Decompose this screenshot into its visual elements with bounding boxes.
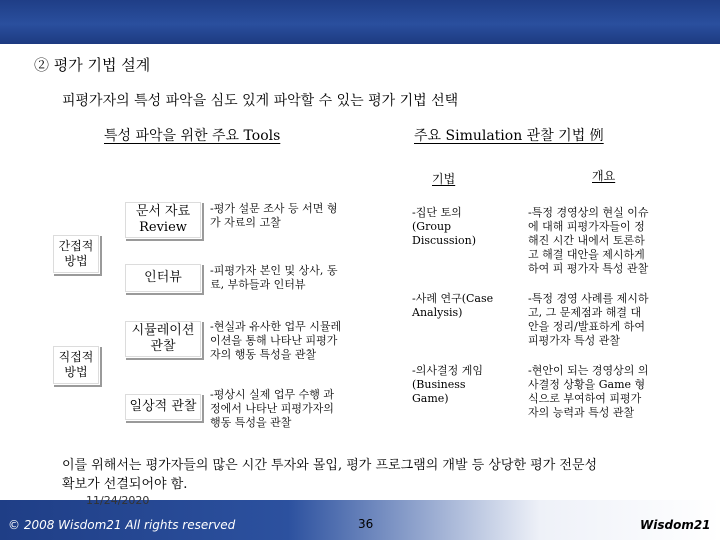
tool-simulation-observation: 시뮬레이션 관찰 (124, 320, 202, 358)
overview-group-discussion: -특정 경영상의 현실 이슈 에 대해 피평가자들이 정 해진 시간 내에서 토론하 고 해결 대안을 제시하게 하여 피 평가자 특성 관찰 (528, 206, 649, 275)
bottom-note: 이를 위해서는 평가자들의 많은 시간 투자와 몰입, 평가 프로그램의 개발 등 상당한 평가 전문성 확보가 선결되어야 함. (62, 458, 598, 492)
slide-subtitle: 피평가자의 특성 파악을 심도 있게 파악할 수 있는 평가 기법 선택 (62, 93, 459, 109)
header-bar (0, 0, 720, 44)
header-divider (0, 44, 720, 47)
method-group-discussion: -집단 토의 (Group Discussion) (412, 206, 477, 247)
page-number: 36 (358, 517, 374, 531)
footer-copyright: © 2008 Wisdom21 All rights reserved (8, 518, 236, 532)
tool-simulation-observation-desc: -현실과 유사한 업무 시뮬레 이션을 통해 나타난 피평가 자의 행동 특성을 관찰 (210, 320, 342, 361)
tools-title: 특성 파악을 위한 주요 Tools (104, 128, 281, 144)
method-case-analysis: -사례 연구(Case Analysis) (412, 292, 494, 319)
overview-business-game: -현안이 되는 경영상의 의 사결정 상황을 Game 형 식으로 부여하여 피평가 자의 능력과 특성 관찰 (528, 364, 649, 419)
method-column-header: 기법 (432, 172, 456, 186)
section-heading: ② 평가 기법 설계 (34, 56, 151, 74)
footer-brand: Wisdom21 (640, 518, 711, 532)
overview-column-header: 개요 (592, 169, 616, 183)
tool-interview-desc: -피평가자 본인 및 상사, 동 료, 부하들과 인터뷰 (210, 264, 338, 291)
tool-interview: 인터뷰 (124, 263, 202, 293)
tool-document-review-desc: -평가 설문 조사 등 서면 형 가 자료의 고찰 (210, 202, 338, 229)
tool-daily-observation: 일상적 관찰 (124, 393, 202, 421)
direct-method-label: 직접적 방법 (52, 345, 100, 385)
footer-date: 11/24/2020 (86, 494, 150, 507)
overview-case-analysis: -특정 경영 사례를 제시하 고, 그 문제점과 해결 대 안을 정리/발표하게 하여 피평가자 특성 관찰 (528, 292, 649, 347)
tool-daily-observation-desc: -평상시 실제 업무 수행 과 정에서 나타난 피평가자의 행동 특성을 관찰 (210, 388, 334, 429)
tool-document-review: 문서 자료 Review (124, 201, 202, 239)
method-business-game: -의사결정 게임 (Business Game) (412, 364, 483, 405)
indirect-method-label: 간접적 방법 (52, 234, 100, 274)
simulation-title: 주요 Simulation 관찰 기법 例 (414, 128, 604, 144)
